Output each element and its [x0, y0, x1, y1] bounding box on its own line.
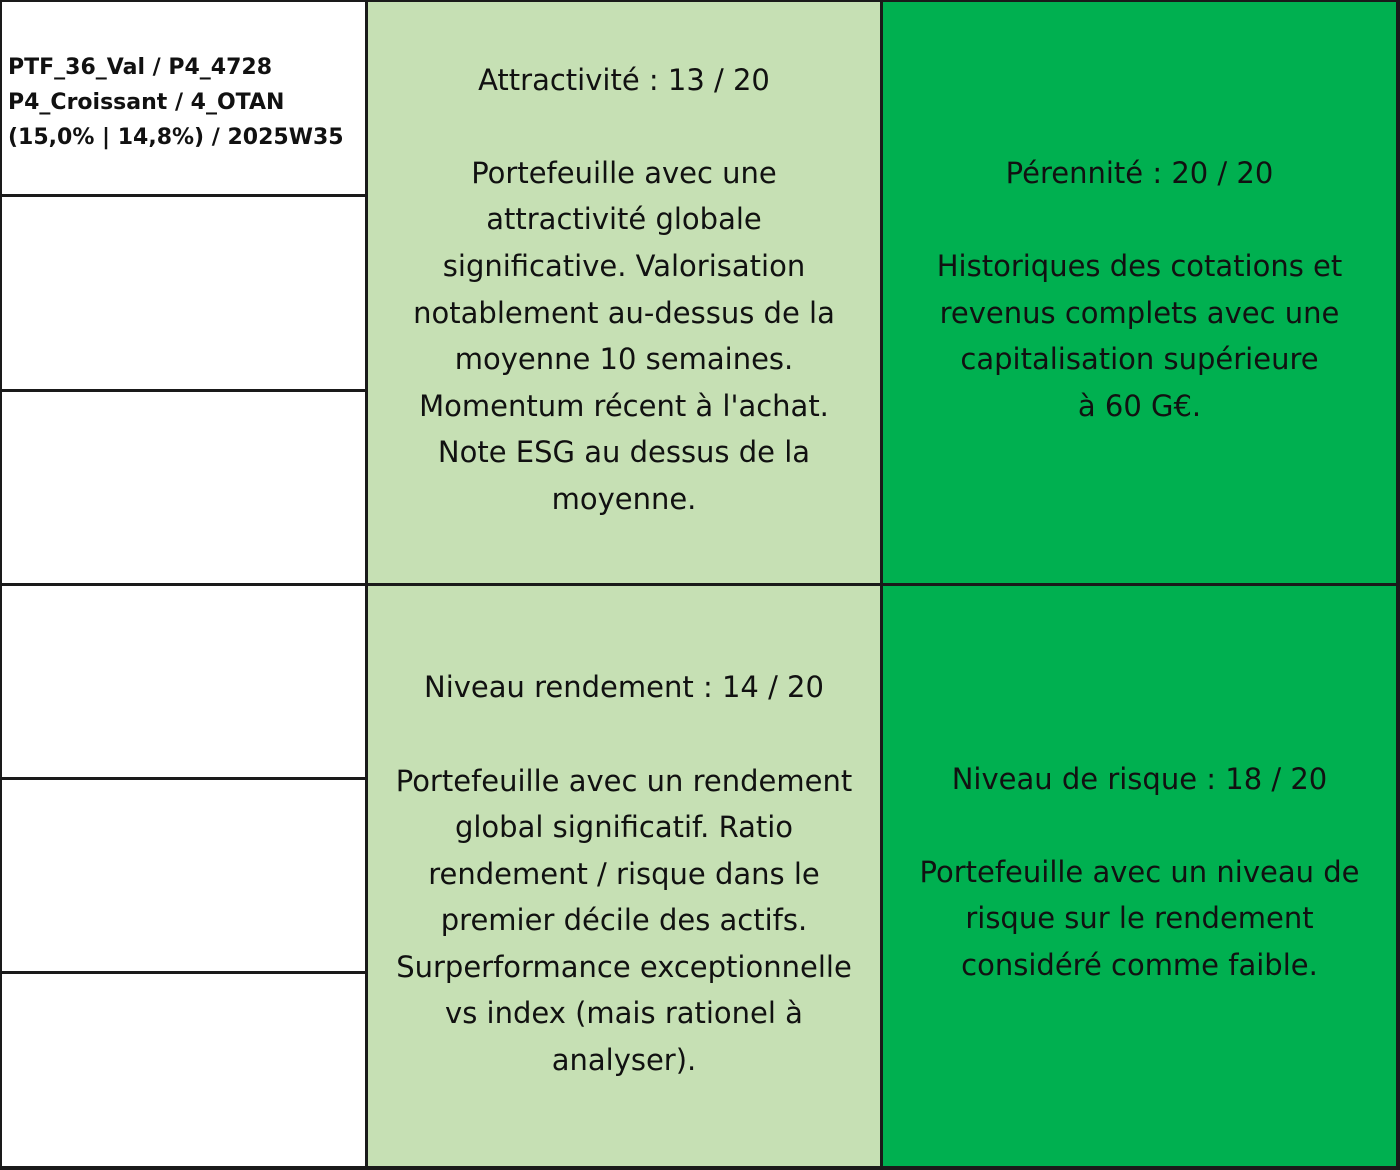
empty-cell — [2, 780, 365, 971]
perennite-cell — [883, 2, 1396, 583]
empty-cell — [2, 586, 365, 777]
rendement-description — [370, 758, 878, 1084]
rendement-line: global significatif. Ratio — [454, 810, 794, 845]
rendement-line: rendement / risque dans le — [428, 856, 820, 891]
perennite-line: revenus complets avec une — [939, 295, 1340, 330]
portfolio-label-line-3: (15,0% | 14,8%) / 2025W35 — [8, 125, 344, 150]
rendement-line: Surperformance exceptionnelle — [396, 949, 852, 984]
rendement-line: premier décile des actifs. — [440, 903, 808, 938]
attractivite-cell — [368, 2, 880, 583]
rendement-line: vs index (mais rationel à — [445, 996, 803, 1031]
attractivite-line: moyenne 10 semaines. — [454, 342, 794, 377]
risque-line: considéré comme faible. — [961, 947, 1318, 982]
portfolio-label-line-2: P4_Croissant / 4_OTAN — [8, 90, 285, 115]
empty-cell — [2, 392, 365, 583]
attractivite-title: Attractivité : 13 / 20 — [478, 62, 770, 97]
risque-description — [885, 849, 1394, 989]
empty-cell — [2, 974, 365, 1166]
perennite-line: Historiques des cotations et — [936, 248, 1343, 283]
perennite-title: Pérennité : 20 / 20 — [1005, 155, 1274, 190]
rendement-line: Portefeuille avec un rendement — [395, 763, 853, 798]
perennite-line: capitalisation supérieure — [960, 342, 1319, 377]
attractivite-line: moyenne. — [551, 481, 697, 516]
attractivite-line: significative. Valorisation — [442, 248, 806, 283]
attractivite-description — [370, 150, 878, 523]
portfolio-label-cell — [2, 2, 365, 194]
attractivite-line: attractivité globale — [486, 202, 762, 237]
attractivite-line: Note ESG au dessus de la — [437, 435, 811, 470]
attractivite-line: Portefeuille avec une — [471, 155, 777, 190]
attractivite-line: notablement au-dessus de la — [413, 295, 835, 330]
risque-cell — [883, 586, 1396, 1166]
risque-line: Portefeuille avec un niveau de — [919, 854, 1360, 889]
rendement-line: analyser). — [551, 1043, 697, 1078]
risque-title: Niveau de risque : 18 / 20 — [951, 761, 1328, 796]
risque-line: risque sur le rendement — [965, 901, 1314, 936]
portfolio-label-line-1: PTF_36_Val / P4_4728 — [8, 55, 272, 80]
perennite-description — [885, 243, 1394, 429]
empty-cell — [2, 197, 365, 389]
perennite-line: à 60 G€. — [1077, 388, 1202, 423]
rendement-title: Niveau rendement : 14 / 20 — [424, 670, 824, 705]
attractivite-line: Momentum récent à l'achat. — [419, 388, 829, 423]
rendement-cell — [368, 586, 880, 1166]
